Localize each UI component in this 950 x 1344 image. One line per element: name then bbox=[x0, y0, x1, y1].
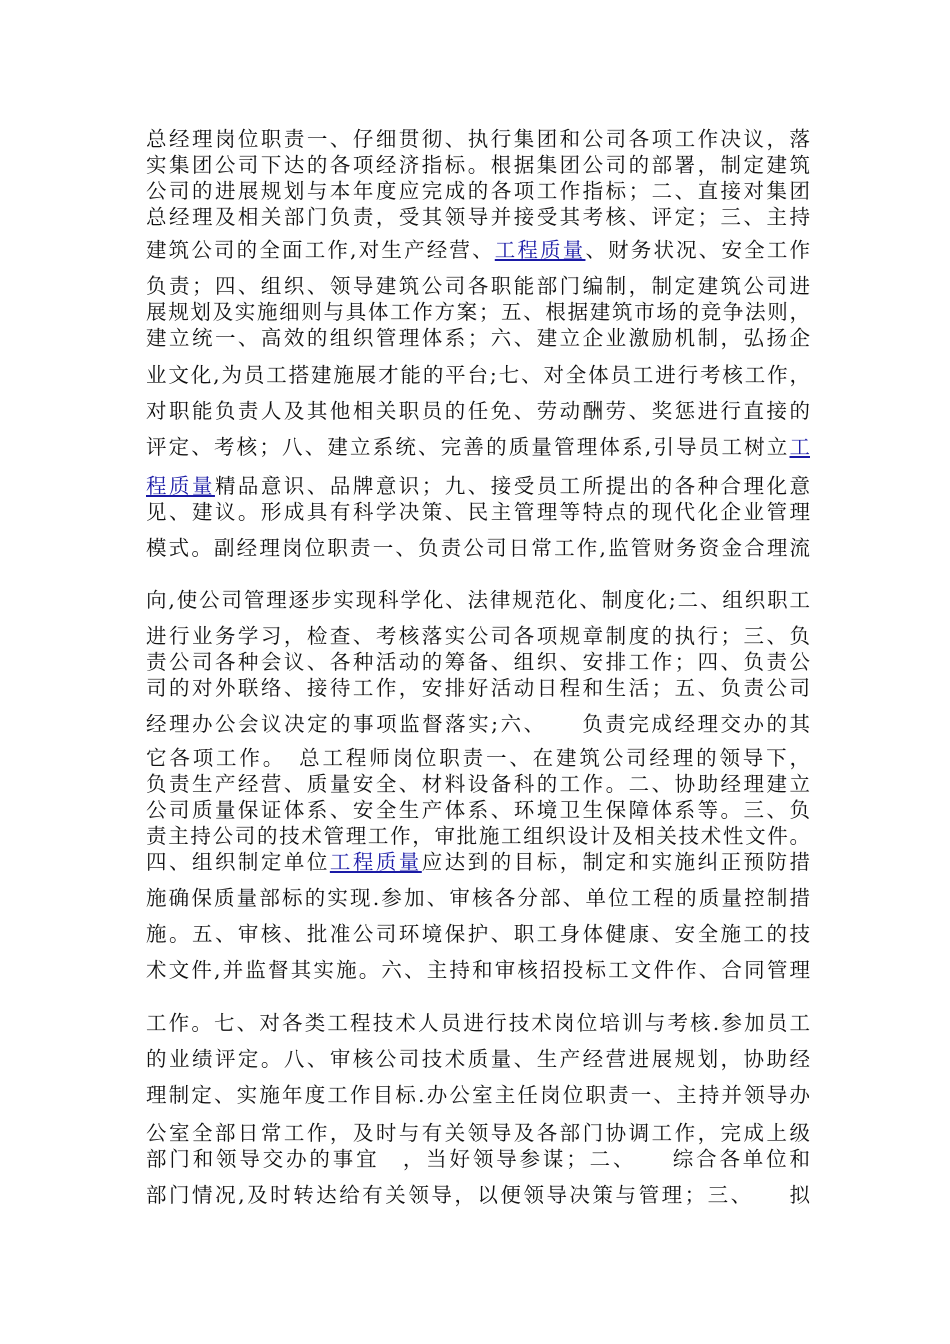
text-line bbox=[146, 1146, 810, 1172]
text-segment: 展规划及实施细则与具体工作方案；五、根据建筑市场的竞争法则， bbox=[146, 300, 810, 324]
link-engineering-quality[interactable]: 工 bbox=[789, 435, 810, 459]
text-segment: 公司质量保证体系、安全生产体系、环境卫生保障体系等。三、负 bbox=[146, 798, 810, 822]
link-engineering-quality[interactable]: 工程质量 bbox=[329, 850, 422, 874]
text-segment: 精品意识、品牌意识；九、接受员工所提出的各种合理化意 bbox=[214, 474, 811, 498]
text-segment: 负责；四、组织、领导建筑公司各职能部门编制，制定建筑公司进 bbox=[146, 274, 810, 298]
text-line bbox=[146, 237, 810, 263]
text-line bbox=[146, 849, 810, 875]
text-line bbox=[146, 797, 810, 823]
text-segment: 应达到的目标，制定和实施纠正预防措 bbox=[421, 850, 811, 874]
text-line bbox=[146, 1182, 810, 1208]
text-segment: 责公司各种会议、各种活动的筹备、组织、安排工作；四、负责公 bbox=[146, 650, 810, 674]
text-line bbox=[146, 473, 810, 499]
text-segment: 司的对外联络、接待工作，安排好活动日程和生活；五、负责公司 bbox=[146, 676, 810, 700]
text-line bbox=[146, 587, 810, 613]
text-line bbox=[146, 649, 810, 675]
text-line bbox=[146, 152, 810, 178]
text-segment: 负责生产经营、质量安全、材料设备科的工作。二、协助经理建立 bbox=[146, 772, 810, 796]
text-line bbox=[146, 921, 810, 947]
text-segment: 四、组织制定单位 bbox=[146, 850, 330, 874]
text-segment: 模式。副经理岗位职责一、负责公司日常工作,监管财务资金合理流 bbox=[146, 536, 810, 560]
text-segment: 建筑公司的全面工作,对生产经营、 bbox=[146, 238, 495, 262]
text-segment: 理制定、实施年度工作目标.办公室主任岗位职责一、主持并领导办 bbox=[146, 1083, 810, 1107]
text-segment: 它各项工作。 总工程师岗位职责一、在建筑公司经理的领导下， bbox=[146, 746, 810, 770]
text-line bbox=[146, 325, 810, 351]
text-line bbox=[146, 675, 810, 701]
text-segment: 总经理岗位职责一、仔细贯彻、执行集团和公司各项工作决议，落 bbox=[146, 127, 810, 151]
text-segment: 责主持公司的技术管理工作，审批施工组织设计及相关技术性文件。 bbox=[146, 824, 810, 848]
link-engineering-quality[interactable]: 程质量 bbox=[146, 474, 215, 498]
text-line bbox=[146, 771, 810, 797]
text-segment: 建立统一、高效的组织管理体系；六、建立企业激励机制，弘扬企 bbox=[146, 326, 810, 350]
text-segment: 、财务状况、安全工作 bbox=[585, 238, 810, 262]
text-line bbox=[146, 273, 810, 299]
text-segment: 的业绩评定。八、审核公司技术质量、生产经营进展规划，协助经 bbox=[146, 1047, 810, 1071]
text-segment: 经理办公会议决定的事项监督落实;六、 负责完成经理交办的其 bbox=[146, 712, 810, 736]
text-segment: 施确保质量部标的实现.参加、审核各分部、单位工程的质量控制措 bbox=[146, 886, 810, 910]
text-line bbox=[146, 362, 810, 388]
text-segment: 实集团公司下达的各项经济指标。根据集团公司的部署，制定建筑 bbox=[146, 153, 810, 177]
text-segment: 见、建议。形成具有科学决策、民主管理等特点的现代化企业管理 bbox=[146, 500, 810, 524]
text-line bbox=[146, 1010, 810, 1036]
link-engineering-quality[interactable]: 工程质量 bbox=[494, 238, 586, 262]
text-line bbox=[146, 398, 810, 424]
text-segment: 进行业务学习，检查、考核落实公司各项规章制度的执行；三、负 bbox=[146, 624, 810, 648]
text-line bbox=[146, 204, 810, 230]
text-segment: 总经理及相关部门负责，受其领导并接受其考核、评定；三、主持 bbox=[146, 205, 810, 229]
text-segment: 业文化,为员工搭建施展才能的平台;七、对全体员工进行考核工作， bbox=[146, 363, 810, 387]
text-line bbox=[146, 499, 810, 525]
text-segment: 公室全部日常工作，及时与有关领导及各部门协调工作，完成上级 bbox=[146, 1121, 810, 1145]
text-line bbox=[146, 957, 810, 983]
text-line bbox=[146, 1082, 810, 1108]
text-line bbox=[146, 299, 810, 325]
text-line bbox=[146, 1120, 810, 1146]
text-line bbox=[146, 434, 810, 460]
text-line bbox=[146, 885, 810, 911]
text-line bbox=[146, 623, 810, 649]
text-line bbox=[146, 178, 810, 204]
text-line bbox=[146, 823, 810, 849]
text-segment: 评定、考核；八、建立系统、完善的质量管理体系,引导员工树立 bbox=[146, 435, 790, 459]
text-line bbox=[146, 1046, 810, 1072]
text-line bbox=[146, 711, 810, 737]
text-segment: 部门和领导交办的事宜 ，当好领导参谋；二、 综合各单位和 bbox=[146, 1147, 810, 1171]
text-segment: 术文件,并监督其实施。六、主持和审核招投标工文件作、合同管理 bbox=[146, 958, 810, 982]
text-line bbox=[146, 126, 810, 152]
text-line bbox=[146, 535, 810, 561]
text-segment: 施。五、审核、批准公司环境保护、职工身体健康、安全施工的技 bbox=[146, 922, 810, 946]
text-segment: 公司的进展规划与本年度应完成的各项工作指标；二、直接对集团 bbox=[146, 179, 810, 203]
text-segment: 对职能负责人及其他相关职员的任免、劳动酬劳、奖惩进行直接的 bbox=[146, 399, 810, 423]
text-segment: 部门情况,及时转达给有关领导，以便领导决策与管理；三、 拟 bbox=[146, 1183, 810, 1207]
text-segment: 向,使公司管理逐步实现科学化、法律规范化、制度化;二、组织职工 bbox=[146, 588, 810, 612]
text-line bbox=[146, 745, 810, 771]
text-segment: 工作。七、对各类工程技术人员进行技术岗位培训与考核.参加员工 bbox=[146, 1011, 810, 1035]
